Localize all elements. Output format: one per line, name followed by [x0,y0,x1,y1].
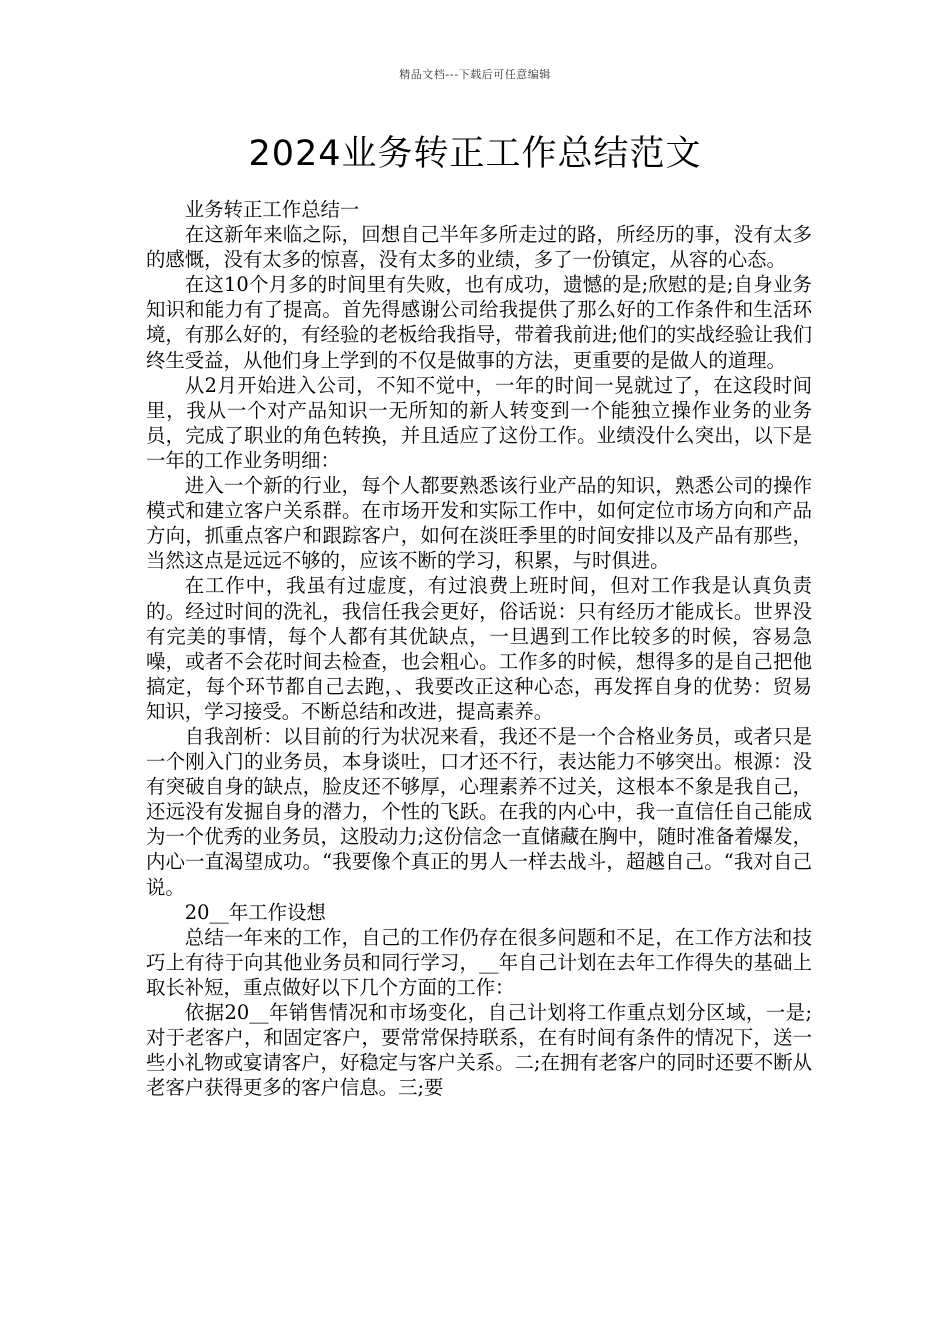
body-paragraph: 总结一年来的工作，自己的工作仍存在很多问题和不足，在工作方法和技巧上有待于向其他业务员和同行学习，__年自己计划在去年工作得失的基础上取长补短，重点做好以下几个方面的工作： [146,925,812,999]
body-paragraph: 在这新年来临之际，回想自己半年多所走过的路，所经历的事，没有太多的感慨，没有太多的惊喜，没有太多的业绩，多了一份镇定，从容的心态。 [146,223,812,272]
section-heading: 业务转正工作总结一 [184,198,360,221]
body-paragraph: 从2月开始进入公司，不知不觉中，一年的时间一晃就过了，在这段时间里，我从一个对产品知识一无所知的新人转变到一个能独立操作业务的业务员，完成了职业的角色转换，并且适应了这份工作。业绩没什么突出，以下是一年的工作业务明细： [146,373,812,472]
body-paragraph: 自我剖析：以目前的行为状况来看，我还不是一个合格业务员，或者只是一个刚入门的业务员，本身谈吐，口才还不行，表达能力不够突出。根源：没有突破自身的缺点，脸皮还不够厚，心理素养不过关，这根本不象是我自己，还远没有发掘自身的潜力，个性的飞跃。在我的内心中，我一直信任自己能成为一个优秀的业务员，这股动力;这份信念一直储藏在胸中，随时准备着爆发，内心一直渴望成功。“我要像个真正的男人一样去战斗，超越自己。“我对自己说。 [146,724,812,899]
document-title: 2024业务转正工作总结范文 [248,134,702,174]
header-note: 精品文档---下载后可任意编辑 [399,68,551,81]
body-paragraph: 在这10个月多的时间里有失败，也有成功，遗憾的是;欣慰的是;自身业务知识和能力有了提高。首先得感谢公司给我提供了那么好的工作条件和生活环境，有那么好的，有经验的老板给我指导，带着我前进;他们的实战经验让我们终生受益，从他们身上学到的不仅是做事的方法，更重要的是做人的道理。 [146,273,812,372]
body-paragraph: 依据20__年销售情况和市场变化，自己计划将工作重点划分区域，一是;对于老客户，和固定客户，要常常保持联系，在有时间有条件的情况下，送一些小礼物或宴请客户，好稳定与客户关系。二;在拥有老客户的同时还要不断从老客户获得更多的客户信息。三;要 [146,1001,812,1100]
section-heading: 20__年工作设想 [184,900,326,924]
body-paragraph: 进入一个新的行业，每个人都要熟悉该行业产品的知识，熟悉公司的操作模式和建立客户关系群。在市场开发和实际工作中，如何定位市场方向和产品方向，抓重点客户和跟踪客户，如何在淡旺季里的时间安排以及产品有那些，当然这点是远远不够的，应该不断的学习，积累，与时俱进。 [146,474,812,573]
body-paragraph: 在工作中，我虽有过虚度，有过浪费上班时间，但对工作我是认真负责的。经过时间的洗礼，我信任我会更好，俗话说：只有经历才能成长。世界没有完美的事情，每个人都有其优缺点，一旦遇到工作比较多的时候，容易急噪，或者不会花时间去检查，也会粗心。工作多的时候，想得多的是自己把他搞定，每个环节都自己去跑，、我要改正这种心态，再发挥自身的优势：贸易知识，学习接受。不断总结和改进，提高素养。 [146,574,812,723]
document-body [146,197,812,1100]
